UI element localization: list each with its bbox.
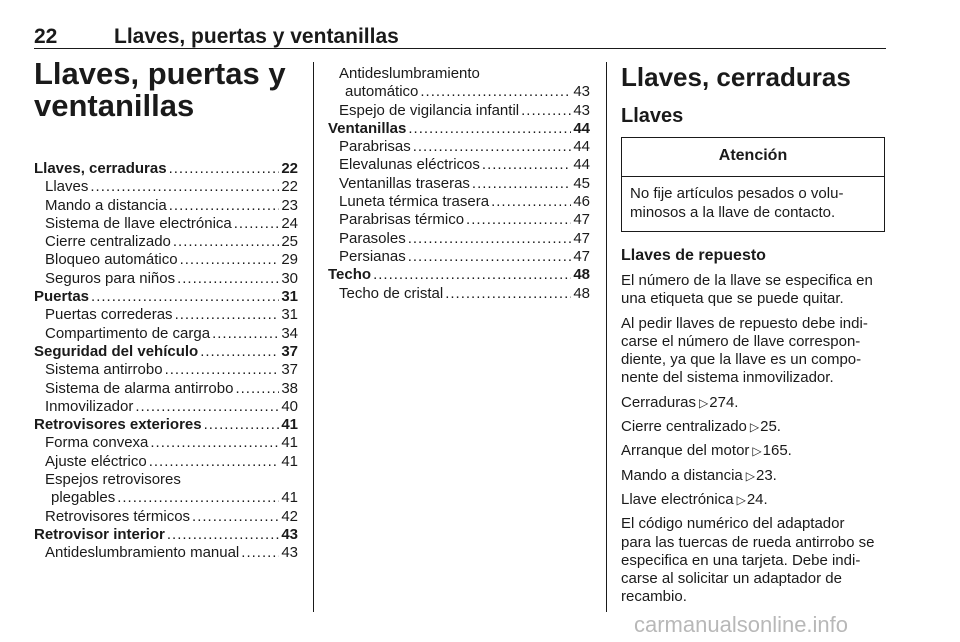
toc-entry[interactable] <box>34 526 298 544</box>
toc-label: Luneta térmica trasera <box>339 193 490 211</box>
toc-page: 43 <box>573 83 590 101</box>
content-column <box>621 62 889 607</box>
leader-dots <box>408 120 571 138</box>
toc-page: 30 <box>281 269 298 287</box>
toc-entry[interactable] <box>34 288 298 306</box>
leader-dots <box>117 489 279 507</box>
toc-label: Puertas <box>34 288 90 306</box>
toc-label: Cierre centralizado <box>45 233 171 251</box>
leader-dots <box>169 160 280 178</box>
toc-entry[interactable] <box>34 380 298 398</box>
toc-page: 22 <box>281 160 298 177</box>
toc-label: Espejo de vigilancia infantil <box>339 101 520 119</box>
toc-page: 29 <box>281 251 298 269</box>
leader-dots <box>482 156 571 174</box>
leader-dots <box>373 266 571 284</box>
toc-label: Retrovisor interior <box>34 525 165 543</box>
text-line: El código numérico del adaptador <box>621 515 845 533</box>
toc-page: 37 <box>281 361 298 379</box>
caution-heading: Atención <box>622 138 884 177</box>
text-line: carse al solicitar un adaptador de <box>621 570 842 588</box>
toc-entry[interactable] <box>34 251 298 269</box>
leader-dots <box>212 325 279 343</box>
toc-entry[interactable] <box>328 285 590 303</box>
toc-column-1 <box>34 58 298 563</box>
chapter-title <box>34 58 298 122</box>
reference-arrow-icon: ▷ <box>736 492 746 507</box>
toc-entry[interactable] <box>34 544 298 562</box>
leader-dots <box>135 398 279 416</box>
toc-page: 24 <box>281 214 298 232</box>
cross-reference[interactable] <box>621 491 889 509</box>
toc-label: Antideslumbramiento manual <box>45 544 240 562</box>
leader-dots <box>413 138 572 156</box>
toc-label: Seguridad del vehículo <box>34 342 199 360</box>
reference-arrow-icon: ▷ <box>699 395 709 410</box>
toc-label: Llaves, cerraduras <box>34 160 167 177</box>
toc-entry[interactable] <box>328 156 590 174</box>
leader-dots <box>234 215 280 233</box>
toc-label-wrap[interactable]: Antideslumbramiento <box>339 65 480 82</box>
toc-entry[interactable] <box>34 160 298 178</box>
toc-entry[interactable] <box>34 215 298 233</box>
toc-page: 45 <box>573 174 590 192</box>
toc-entry[interactable] <box>328 211 590 229</box>
leader-dots <box>180 251 280 269</box>
ref-label: Cerraduras <box>621 393 697 411</box>
caution-text <box>622 177 884 231</box>
toc-entry[interactable] <box>34 361 298 379</box>
ref-label: Mando a distancia <box>621 466 743 484</box>
toc-page: 43 <box>281 544 298 562</box>
leader-dots <box>192 508 279 526</box>
column-divider-right <box>606 62 607 612</box>
leader-dots <box>408 248 572 266</box>
toc-page: 41 <box>281 489 298 507</box>
toc-page: 31 <box>281 288 298 306</box>
ref-label: Cierre centralizado <box>621 418 747 436</box>
toc-page: 41 <box>281 434 298 452</box>
leader-dots <box>420 83 571 101</box>
toc-label: automático <box>345 83 419 101</box>
spare-keys-heading: Llaves de repuesto <box>621 247 766 264</box>
toc-page: 44 <box>573 119 590 137</box>
toc-entry[interactable] <box>328 138 590 156</box>
text-line: diente, ya que la llave es un compo- <box>621 351 862 369</box>
toc-label: Techo de cristal <box>339 284 444 302</box>
toc-label: Ventanillas <box>328 119 407 137</box>
ref-page: 274. <box>709 393 739 411</box>
toc-label: Parabrisas <box>339 138 411 156</box>
toc-label: Retrovisores exteriores <box>34 416 202 434</box>
cross-reference[interactable] <box>621 394 889 412</box>
table-of-contents <box>34 160 298 563</box>
leader-dots <box>472 175 571 193</box>
toc-entry[interactable] <box>34 178 298 196</box>
leader-dots <box>165 361 280 379</box>
toc-page: 47 <box>573 211 590 229</box>
paragraph <box>621 515 889 606</box>
toc-page: 41 <box>281 416 298 434</box>
leader-dots <box>177 270 279 288</box>
chapter-title-line-2: ventanillas <box>34 88 195 123</box>
reference-arrow-icon: ▷ <box>749 420 760 435</box>
toc-page: 34 <box>281 324 298 342</box>
toc-entry[interactable] <box>34 233 298 251</box>
text-line: para las tuercas de rueda antirrobo se <box>621 533 875 551</box>
toc-entry[interactable] <box>34 416 298 434</box>
toc-entry[interactable] <box>34 325 298 343</box>
toc-label: Mando a distancia <box>45 196 167 214</box>
caution-line: minosos a la llave de contacto. <box>630 203 836 221</box>
leader-dots <box>445 285 571 303</box>
toc-page: 48 <box>573 284 590 302</box>
toc-entry[interactable] <box>34 398 298 416</box>
toc-label-wrap[interactable]: Espejos retrovisores <box>45 471 181 489</box>
page-number: 22 <box>34 25 58 48</box>
toc-label: Elevalunas eléctricos <box>339 156 480 174</box>
text-line: El número de la llave se especifica en <box>621 272 873 289</box>
toc-label: Puertas correderas <box>45 306 173 324</box>
toc-page: 44 <box>573 138 590 156</box>
reference-arrow-icon: ▷ <box>745 468 755 483</box>
cross-reference[interactable] <box>621 467 889 485</box>
page-header <box>34 18 886 49</box>
leader-dots <box>491 193 571 211</box>
leader-dots <box>150 434 279 452</box>
toc-entry[interactable] <box>34 343 298 361</box>
toc-label: Persianas <box>339 247 406 265</box>
leader-dots <box>235 380 279 398</box>
caution-box <box>621 137 885 232</box>
toc-page: 41 <box>281 452 298 470</box>
ref-page: 23. <box>755 466 777 484</box>
toc-entry[interactable] <box>34 270 298 288</box>
ref-label: Arranque del motor <box>621 442 750 460</box>
leader-dots <box>91 288 279 306</box>
leader-dots <box>200 343 279 361</box>
toc-label: Sistema de llave electrónica <box>45 214 232 232</box>
toc-label: Parabrisas térmico <box>339 211 465 229</box>
ref-page: 165. <box>762 442 792 460</box>
toc-entry[interactable] <box>34 508 298 526</box>
toc-column-2 <box>328 65 590 303</box>
toc-entry[interactable] <box>328 266 590 284</box>
text-line: recambio. <box>621 588 687 606</box>
toc-page: 47 <box>573 247 590 265</box>
leader-dots <box>175 306 280 324</box>
toc-label: Sistema antirrobo <box>45 361 163 379</box>
toc-page: 22 <box>281 178 298 196</box>
toc-label: Parasoles <box>339 229 406 247</box>
toc-label: Inmovilizador <box>45 397 134 415</box>
toc-label: Seguros para niños <box>45 269 176 287</box>
table-of-contents-continued <box>328 65 590 303</box>
toc-entry[interactable] <box>328 83 590 101</box>
ref-label: Llave electrónica <box>621 490 734 508</box>
toc-label: Llaves <box>45 178 89 196</box>
toc-page: 23 <box>281 196 298 214</box>
leader-dots <box>173 233 279 251</box>
caution-line: No fije artículos pesados o volu- <box>630 185 844 202</box>
toc-page: 38 <box>281 379 298 397</box>
toc-page: 42 <box>281 507 298 525</box>
toc-label: Retrovisores térmicos <box>45 507 191 525</box>
toc-label: Ajuste eléctrico <box>45 452 147 470</box>
leader-dots <box>466 211 571 229</box>
toc-page: 47 <box>573 229 590 247</box>
toc-label: Compartimento de carga <box>45 324 211 342</box>
leader-dots <box>241 544 279 562</box>
leader-dots <box>521 102 571 120</box>
toc-label: Ventanillas traseras <box>339 174 470 192</box>
paragraph <box>621 272 889 309</box>
text-line: una etiqueta que se puede quitar. <box>621 290 844 308</box>
text-line: Al pedir llaves de repuesto debe indi- <box>621 314 868 332</box>
toc-entry[interactable] <box>34 197 298 215</box>
toc-page: 46 <box>573 193 590 211</box>
toc-page: 43 <box>281 525 298 543</box>
toc-page: 37 <box>281 342 298 360</box>
text-line: especifica en una tarjeta. Debe indi- <box>621 551 861 569</box>
text-line: nente del sistema inmovilizador. <box>621 369 834 387</box>
running-title: Llaves, puertas y ventanillas <box>114 25 399 48</box>
toc-entry[interactable] <box>328 102 590 120</box>
leader-dots <box>167 526 279 544</box>
subsection-title: Llaves <box>621 105 684 127</box>
toc-entry[interactable] <box>34 489 298 507</box>
toc-entry[interactable] <box>328 193 590 211</box>
toc-entry[interactable] <box>328 248 590 266</box>
section-title: Llaves, cerraduras <box>621 62 851 92</box>
toc-label: Sistema de alarma antirrobo <box>45 379 234 397</box>
leader-dots <box>204 416 280 434</box>
leader-dots <box>149 453 280 471</box>
leader-dots <box>169 197 280 215</box>
leader-dots <box>408 230 572 248</box>
toc-entry[interactable] <box>328 230 590 248</box>
toc-entry[interactable] <box>34 306 298 324</box>
toc-entry[interactable] <box>328 120 590 138</box>
toc-entry[interactable] <box>34 453 298 471</box>
toc-label: Forma convexa <box>45 434 149 452</box>
cross-reference[interactable] <box>621 442 889 460</box>
toc-page: 25 <box>281 233 298 251</box>
toc-label: Bloqueo automático <box>45 251 178 269</box>
paragraph <box>621 315 889 388</box>
toc-entry[interactable] <box>34 434 298 452</box>
toc-page: 40 <box>281 397 298 415</box>
reference-arrow-icon: ▷ <box>752 444 762 459</box>
watermark: carmanualsonline.info <box>634 612 849 637</box>
ref-page: 25. <box>760 418 781 436</box>
text-line: carse el número de llave correspon- <box>621 332 861 350</box>
toc-entry[interactable] <box>328 175 590 193</box>
chapter-title-line-1: Llaves, puertas y <box>34 56 286 91</box>
ref-page: 24. <box>746 490 768 508</box>
toc-label: plegables <box>51 489 116 507</box>
column-divider-left <box>313 62 314 612</box>
toc-page: 48 <box>573 266 590 284</box>
toc-page: 31 <box>281 306 298 324</box>
toc-page: 43 <box>573 101 590 119</box>
toc-page: 44 <box>573 156 590 174</box>
leader-dots <box>90 178 279 196</box>
cross-reference[interactable] <box>621 418 889 436</box>
toc-label: Techo <box>328 266 372 284</box>
